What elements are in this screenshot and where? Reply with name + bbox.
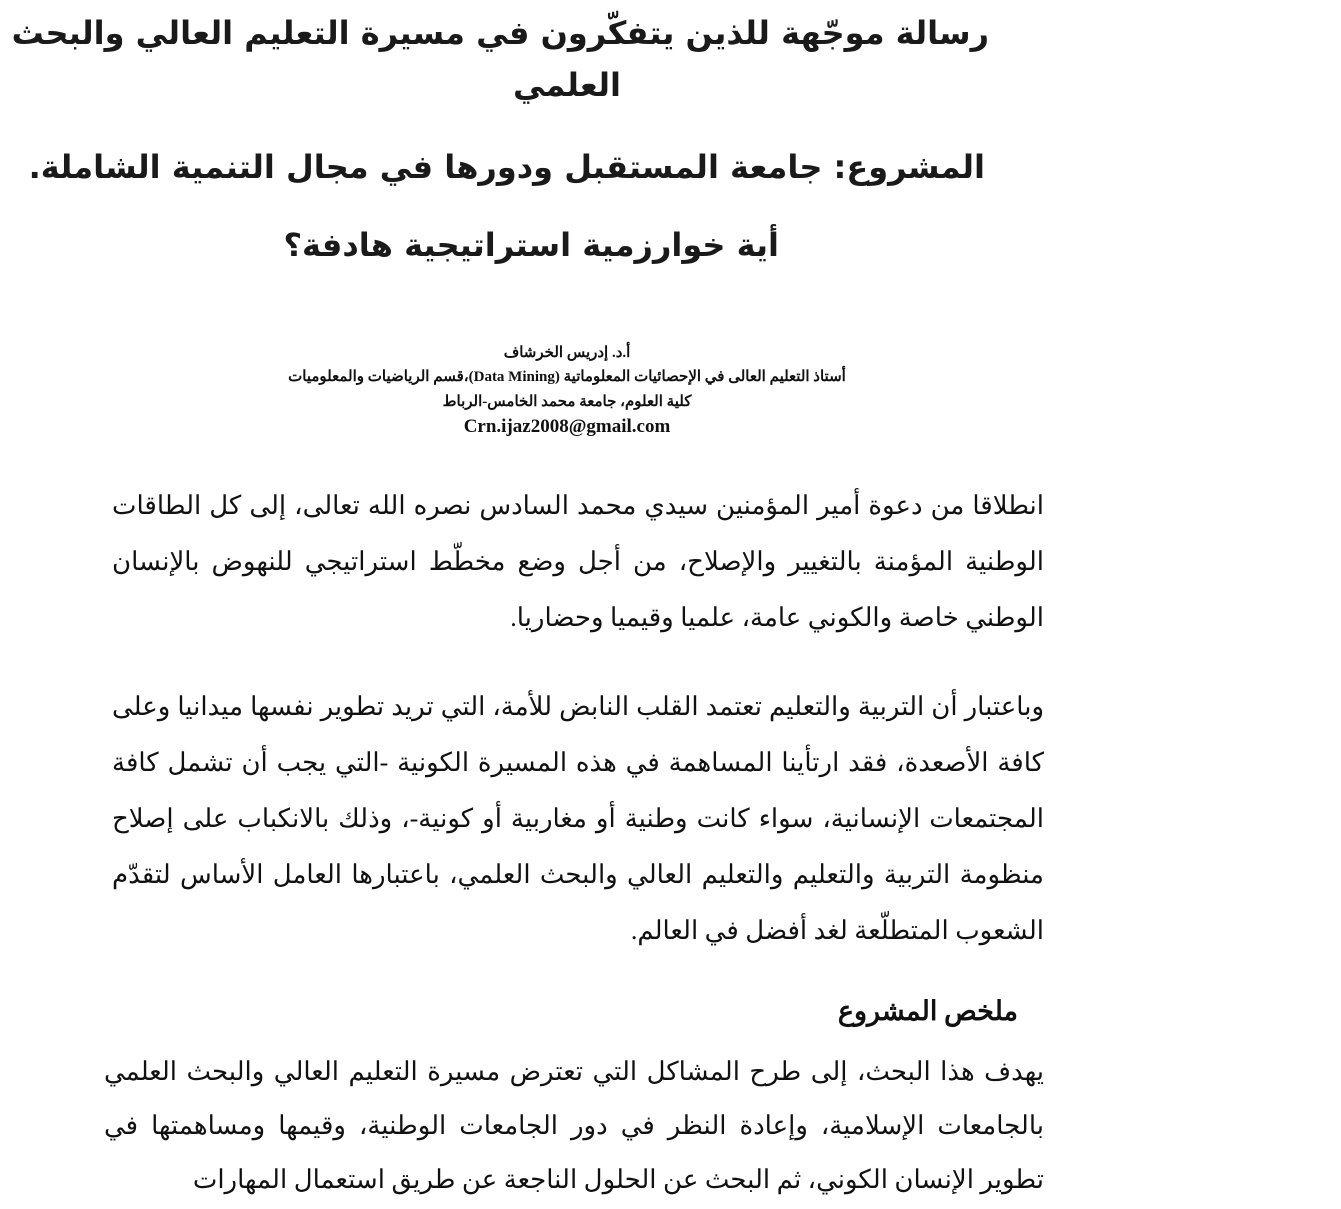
- project-question: أية خوارزمية استراتيجية هادفة؟: [283, 226, 779, 264]
- project-title: المشروع: جامعة المستقبل ودورها في مجال التنمية الشاملة.: [28, 148, 985, 186]
- author-email: Crn.ijaz2008@gmail.com: [463, 416, 671, 437]
- summary-paragraph: يهدف هذا البحث، إلى طرح المشاكل التي تعترض مسيرة التعليم العالي والبحث العلمي بالجامعات الإسلامية، وإعادة النظر في دور الجامعات الوطنية، وقيمها ومساهمتها في تطوير الإنسان الكوني، ثم البحث عن الحلول الناجعة عن طريق استعمال المهارات: [104, 1057, 1044, 1194]
- second-paragraph: وباعتبار أن التربية والتعليم تعتمد القلب النابض للأمة، التي تريد تطوير نفسها ميدانيا وعلى كافة الأصعدة، فقد ارتأينا المساهمة في هذه المسيرة الكونية -التي يجب أن تشمل كافة المجتمعات الإنسانية، سواء كانت وطنية أو مغاربية أو كونية-، وذلك بالانكباب على إصلاح منظومة التربية والتعليم والتعليم العالي والبحث العلمي، باعتبارها العامل الأساس لتقدّم الشعوب المتطلّعة لغد أفضل في العالم.: [112, 692, 1045, 945]
- document-title-line-2: العلمي: [513, 66, 621, 104]
- author-institution: كلية العلوم، جامعة محمد الخامس-الرباط: [442, 394, 692, 410]
- author-position: أستاذ التعليم العالى في الإحصائيات المعلوماتية (Data Mining)،قسم الرياضيات والمعلوميات: [288, 369, 846, 385]
- intro-paragraph: انطلاقا من دعوة أمير المؤمنين سيدي محمد السادس نصره الله تعالى، إلى كل الطاقات الوطنية المؤمنة بالتغيير والإصلاح، من أجل وضع مخطّط استراتيجي للنهوض بالإنسان الوطني خاصة والكوني عامة، علميا وقيميا وحضاريا.: [112, 491, 1044, 632]
- document-title-line-1: رسالة موجّهة للذين يتفكّرون في مسيرة التعليم العالي والبحث: [11, 14, 989, 52]
- summary-heading: ملخص المشروع: [837, 996, 1018, 1026]
- author-name: أ.د. إدريس الخرشاف: [503, 345, 631, 361]
